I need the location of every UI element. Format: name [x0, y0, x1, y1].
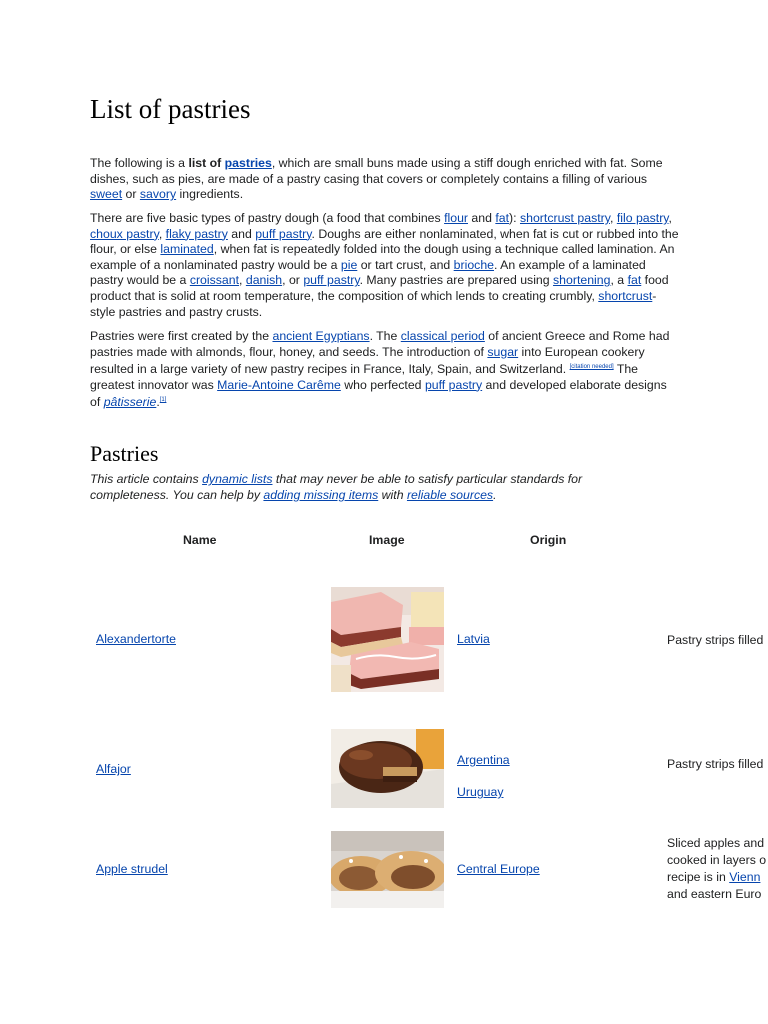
text: or: [122, 187, 140, 202]
link-savory[interactable]: savory: [139, 187, 177, 202]
link-flaky-pastry[interactable]: flaky pastry: [165, 226, 228, 241]
link-flour[interactable]: flour: [444, 211, 468, 225]
text: that may never be able to satisfy particular standards for completeness. You can help by: [90, 472, 583, 502]
text: The following is a: [90, 156, 189, 170]
apple-strudel-image[interactable]: [331, 831, 444, 908]
row-origin-link[interactable]: Argentina: [457, 753, 510, 767]
text: ingredients.: [176, 187, 244, 202]
text: There are five basic types of pastry dough (a food that combines: [90, 211, 445, 225]
text: This article contains: [90, 472, 203, 486]
link-fat-2[interactable]: fat: [627, 273, 642, 288]
description-line: cooked in layers o: [667, 853, 767, 867]
text: or tart crust, and: [357, 257, 454, 272]
intro-paragraph-2: [90, 211, 680, 320]
text: and: [227, 226, 256, 241]
link-sugar[interactable]: sugar: [487, 344, 519, 359]
link-marie-antoine-careme[interactable]: Marie-Antoine Carême: [217, 377, 341, 392]
column-header-image: Image: [369, 533, 405, 547]
page-title: List of pastries: [90, 94, 251, 124]
description-line: and eastern Euro: [667, 887, 762, 901]
intro-paragraph-3: [90, 329, 680, 411]
citation-needed-link[interactable]: [citation needed]: [569, 364, 614, 371]
pastry-photo: [331, 729, 444, 808]
link-dynamic-lists[interactable]: dynamic lists: [202, 472, 273, 486]
text: , when fat is repeatedly folded into the dough using a technique called lamination. An example of a nonlaminated pastry would be a: [90, 242, 675, 272]
row-origin-link[interactable]: Latvia: [457, 632, 490, 646]
link-shortening[interactable]: shortening: [553, 273, 611, 288]
text: and developed elaborate designs of: [90, 377, 667, 410]
link-puff-pastry[interactable]: puff pastry: [255, 226, 312, 241]
link-choux-pastry[interactable]: choux pastry: [90, 226, 159, 241]
link-filo-pastry[interactable]: filo pastry: [616, 211, 669, 225]
dynamic-list-notice: [90, 471, 650, 503]
row-description: Pastry strips filled: [667, 757, 764, 771]
link-croissant[interactable]: croissant: [189, 273, 240, 288]
text: , which are small buns made using a stiff dough enriched with fat. Some dishes, such as pies, are made of a pastry casing that covers or completely contains a filling of various: [90, 156, 663, 186]
column-header-name: Name: [183, 533, 217, 547]
text: of ancient Greece and Rome had pastries made with almonds, flour, honey, and seeds. The introduction of: [90, 329, 670, 359]
text: ,: [158, 226, 166, 241]
link-classical-period[interactable]: classical period: [400, 329, 485, 343]
link-vienna[interactable]: Vienn: [729, 870, 761, 884]
link-fat[interactable]: fat: [495, 211, 510, 225]
row-name-link[interactable]: Apple strudel: [96, 862, 168, 876]
description-line: Sliced apples and: [667, 836, 765, 850]
link-laminated[interactable]: laminated: [160, 242, 214, 257]
text: , or: [282, 273, 304, 288]
link-reliable-sources[interactable]: reliable sources: [406, 488, 494, 502]
text: -style pastries and pastry crusts.: [90, 288, 657, 319]
text: who perfected: [340, 377, 425, 392]
link-brioche[interactable]: brioche: [453, 257, 495, 272]
text: ,: [609, 211, 617, 225]
intro-paragraph-1: [90, 156, 680, 203]
link-danish[interactable]: danish: [245, 273, 283, 288]
text: . Many pastries are prepared using: [359, 273, 554, 288]
alfajor-image[interactable]: [331, 729, 444, 808]
text: ,: [668, 211, 672, 225]
link-puff-pastry-2[interactable]: puff pastry: [303, 273, 360, 288]
text: . Doughs are either nonlaminated, when fat is cut or rubbed into the flour, or else: [90, 226, 679, 257]
row-description: Pastry strips filled: [667, 633, 764, 647]
text: .: [156, 395, 160, 410]
row-origin-link[interactable]: Uruguay: [457, 785, 504, 799]
text: Pastries were first created by the: [90, 329, 273, 343]
link-puff-pastry-3[interactable]: puff pastry: [424, 377, 483, 392]
link-patisserie[interactable]: pâtisserie: [103, 395, 157, 410]
description-line: recipe is in Vienn: [667, 870, 761, 884]
text: The greatest innovator was: [90, 362, 639, 392]
link-pie[interactable]: pie: [340, 257, 358, 272]
column-header-origin: Origin: [530, 533, 567, 547]
text: food product that is solid at room temperature, the composition of which lends to creating crumbly,: [90, 273, 669, 303]
link-adding-missing-items[interactable]: adding missing items: [263, 488, 379, 502]
section-heading-pastries: Pastries: [90, 441, 159, 466]
link-pastries[interactable]: pastries: [224, 156, 272, 170]
text: , a: [610, 273, 628, 288]
link-sweet[interactable]: sweet: [90, 187, 123, 202]
row-description: [667, 835, 768, 903]
text: ,: [239, 273, 246, 288]
pastry-photo: [331, 587, 444, 692]
link-ancient-egyptians[interactable]: ancient Egyptians: [272, 329, 370, 343]
alexandertorte-image[interactable]: [331, 587, 444, 692]
row-name-link[interactable]: Alexandertorte: [96, 632, 176, 646]
text: . An example of a laminated pastry would be a: [90, 257, 646, 288]
text: and: [468, 211, 496, 225]
link-shortcrust[interactable]: shortcrust: [598, 288, 653, 303]
row-origin-link[interactable]: Central Europe: [457, 862, 540, 876]
row-name-link[interactable]: Alfajor: [96, 762, 131, 776]
link-shortcrust-pastry[interactable]: shortcrust pastry: [519, 211, 610, 225]
text: ):: [509, 211, 520, 225]
text: . The: [369, 329, 401, 343]
reference-link[interactable]: [1]: [159, 397, 167, 404]
bold-text: list of: [188, 156, 225, 170]
text: with: [378, 488, 407, 502]
pastry-photo: [331, 831, 444, 908]
text: .: [493, 488, 497, 502]
text: into European cookery resulted in a large variety of new pastry recipes in France, Italy, Spain, and Switzerland.: [90, 344, 645, 377]
